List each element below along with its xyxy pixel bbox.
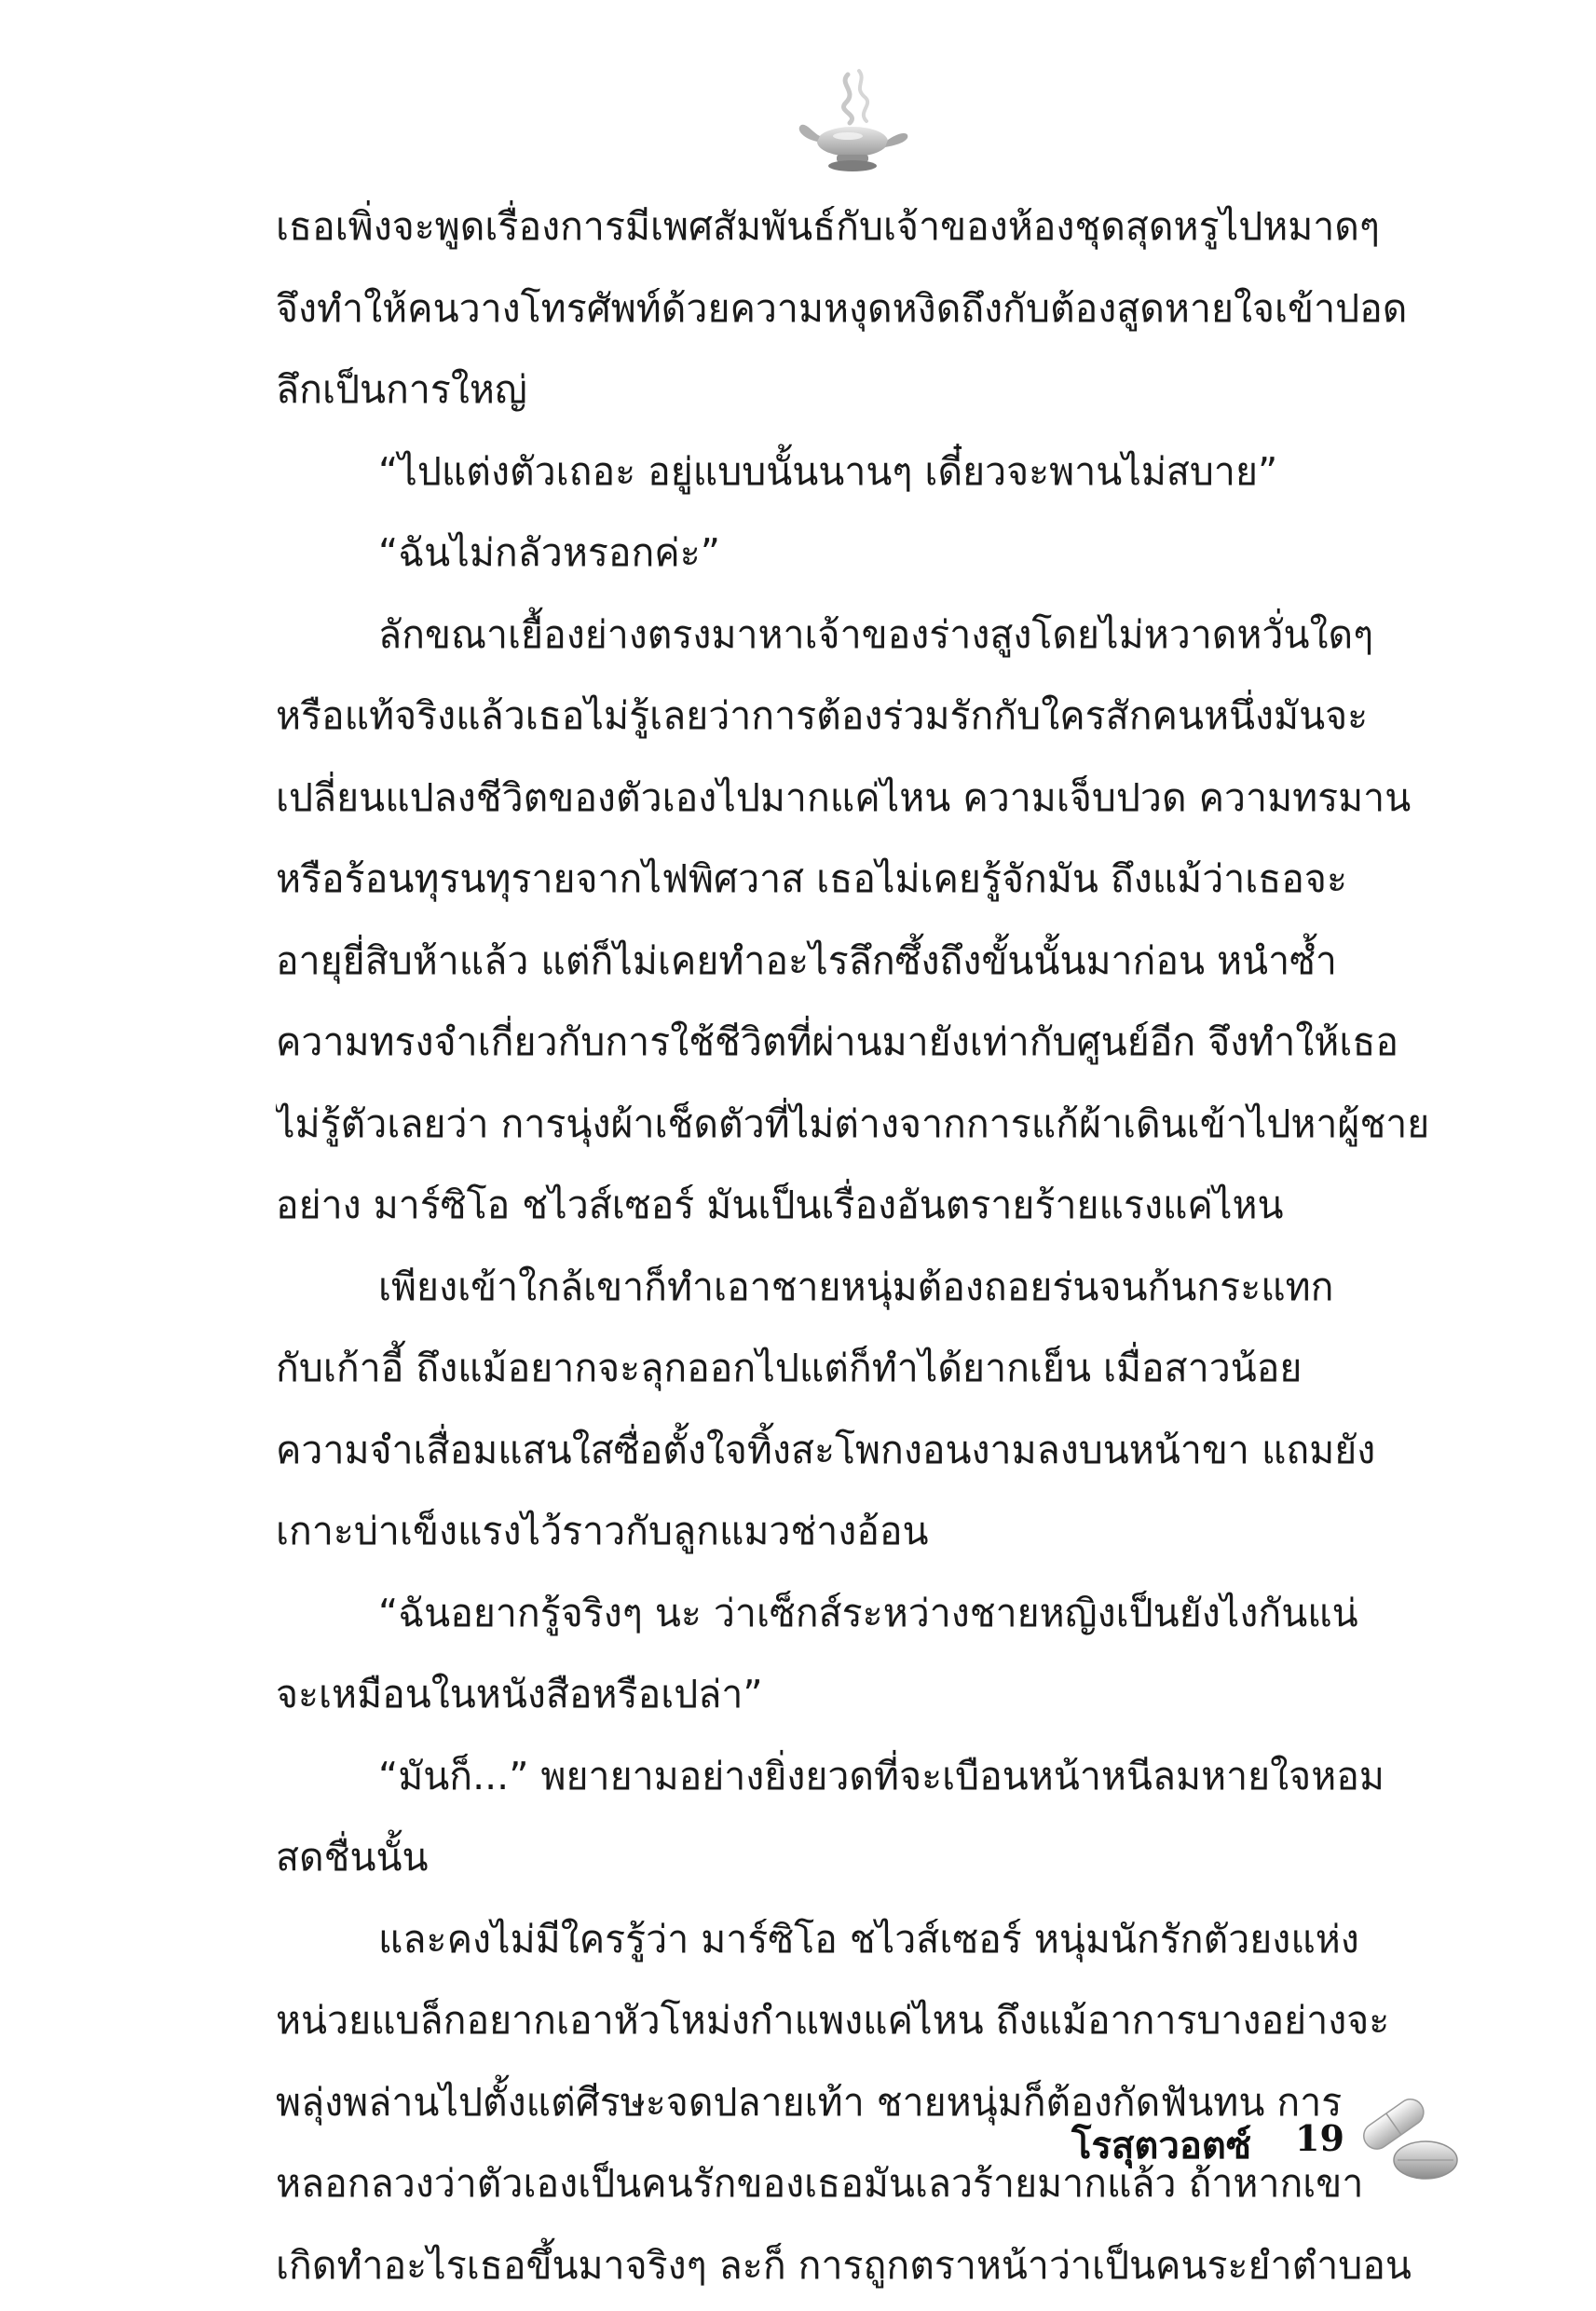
text-line: สดชื่นนั้น	[276, 1835, 429, 1880]
text-line: “ไปแต่งตัวเถอะ อยู่แบบนั้นนานๆ เดี๋ยวจะพานไม่สบาย”	[378, 448, 1278, 494]
genie-lamp-icon	[792, 65, 913, 177]
text-line: กับเก้าอี้ ถึงแม้อยากจะลุกออกไปแต่ก็ทำได้ยากเย็น เมื่อสาวน้อย	[276, 1346, 1303, 1390]
text-line: และคงไม่มีใครรู้ว่า มาร์ซิโอ ชไวส์เซอร์ หนุ่มนักรักตัวยงแห่ง	[378, 1916, 1359, 1962]
text-line: “มันก็...” พยายามอย่างยิ่งยวดที่จะเบือนหน้าหนีลมหายใจหอม	[378, 1753, 1385, 1798]
text-line: หลอกลวงว่าตัวเองเป็นคนรักของเธอมันเลวร้ายมากแล้ว ถ้าหากเขา	[276, 2161, 1364, 2206]
text-line: ลักขณาเยื้องย่างตรงมาหาเจ้าของร่างสูงโดยไม่หวาดหวั่นใดๆ	[378, 611, 1374, 657]
page-footer	[1071, 2087, 1463, 2208]
text-line: เกิดทำอะไรเธอขึ้นมาจริงๆ ละก็ การถูกตราหน้าว่าเป็นคนระยำตำบอน	[276, 2242, 1412, 2288]
text-line: “ฉันไม่กลัวหรอกค่ะ”	[378, 530, 720, 575]
text-line: ความจำเสื่อมแสนใสซื่อตั้งใจทิ้งสะโพกงอนงามลงบนหน้าขา แถมยัง	[276, 1427, 1376, 1472]
text-line: เธอเพิ่งจะพูดเรื่องการมีเพศสัมพันธ์กับเจ้าของห้องชุดสุดหรูไปหมาดๆ	[276, 204, 1380, 249]
footer-book-title: โรสุตวอตซ์	[1071, 2124, 1251, 2167]
text-line: หรือแท้จริงแล้วเธอไม่รู้เลยว่าการต้องร่วมรักกับใครสักคนหนึ่งมันจะ	[276, 693, 1369, 738]
text-line: เกาะบ่าเข็งแรงไว้ราวกับลูกแมวช่างอ้อน	[276, 1509, 929, 1553]
text-line: ลึกเป็นการใหญ่	[276, 367, 527, 412]
text-line: หน่วยแบล็กอยากเอาหัวโหม่งกำแพงแค่ไหน ถึงแม้อาการบางอย่างจะ	[276, 1998, 1390, 2043]
text-line: ไม่รู้ตัวเลยว่า การนุ่งผ้าเช็ดตัวที่ไม่ต่างจากการแก้ผ้าเดินเข้าไปหาผู้ชาย	[276, 1101, 1430, 1146]
pills-icon	[1351, 2087, 1463, 2190]
text-line: “ฉันอยากรู้จริงๆ นะ ว่าเซ็กส์ระหว่างชายหญิงเป็นยังไงกันแน่	[378, 1590, 1358, 1635]
text-body	[276, 186, 1431, 2306]
text-line: เปลี่ยนแปลงชีวิตของตัวเองไปมากแค่ไหน ความเจ็บปวด ความทรมาน	[276, 774, 1412, 820]
page-number: 19	[1295, 2117, 1344, 2159]
text-line: หรือร้อนทุรนทุรายจากไฟพิศวาส เธอไม่เคยรู้จักมัน ถึงแม้ว่าเธอจะ	[276, 856, 1347, 901]
text-line: พลุ่งพล่านไปตั้งแต่ศีรษะจดปลายเท้า ชายหนุ่มก็ต้องกัดฟันทน การ	[276, 2079, 1343, 2125]
text-line: เพียงเข้าใกล้เขาก็ทำเอาชายหนุ่มต้องถอยร่นจนก้นกระแทก	[378, 1264, 1334, 1309]
text-line: จึงทำให้คนวางโทรศัพท์ด้วยความหงุดหงิดถึงกับต้องสูดหายใจเข้าปอด	[276, 285, 1408, 331]
text-line: ความทรงจำเกี่ยวกับการใช้ชีวิตที่ผ่านมายังเท่ากับศูนย์อีก จึงทำให้เธอ	[276, 1019, 1398, 1064]
text-line: อย่าง มาร์ซิโอ ชไวส์เซอร์ มันเป็นเรื่องอันตรายร้ายแรงแค่ไหน	[276, 1183, 1284, 1227]
text-line: จะเหมือนในหนังสือหรือเปล่า”	[276, 1672, 763, 1716]
text-line: อายุยี่สิบห้าแล้ว แต่ก็ไม่เคยทำอะไรลึกซึ้งถึงขั้นนั้นมาก่อน หนำซ้ำ	[276, 937, 1337, 983]
